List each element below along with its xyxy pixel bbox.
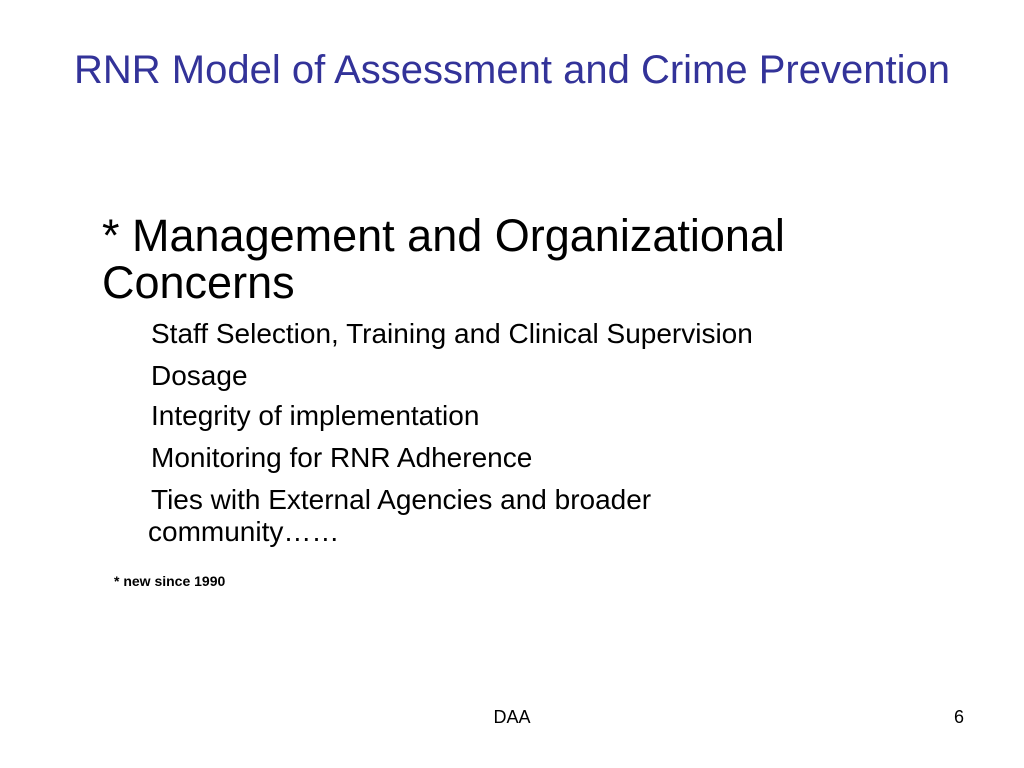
list-item: Integrity of implementation — [151, 400, 480, 431]
list-item: Staff Selection, Training and Clinical Supervision — [151, 318, 753, 349]
list-item: Ties with External Agencies and broader community…… — [148, 484, 652, 547]
footnote: * new since 1990 — [114, 573, 226, 589]
footer-label: DAA — [493, 707, 531, 727]
list-item: Dosage — [151, 360, 248, 391]
section-heading: * Management and Organizational Concerns — [102, 210, 785, 308]
slide-title: RNR Model of Assessment and Crime Prevention — [74, 48, 950, 92]
page-number: 6 — [953, 707, 964, 727]
list-item: Monitoring for RNR Adherence — [151, 442, 533, 473]
